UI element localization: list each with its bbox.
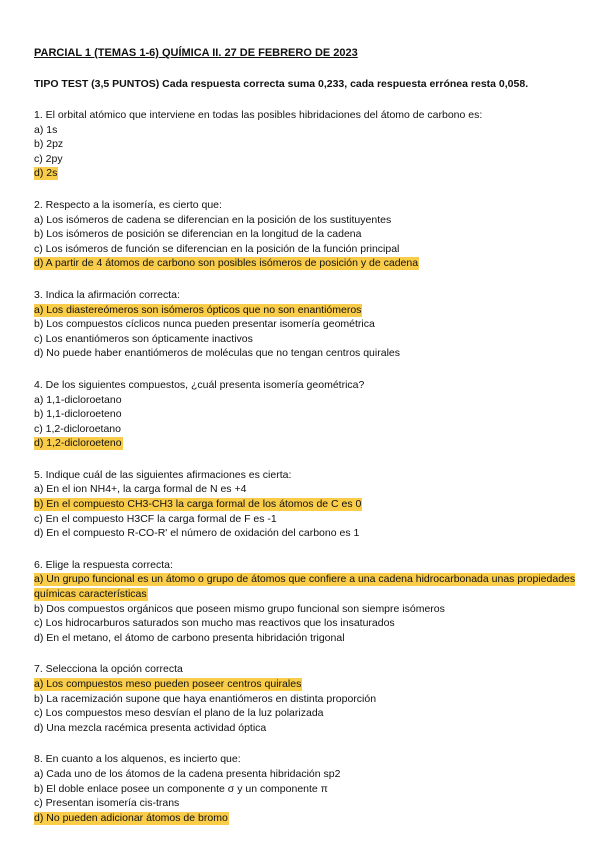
correct-answer-highlight: a) Los compuestos meso pueden poseer centros quirales <box>34 678 302 690</box>
answer-option <box>34 346 579 361</box>
answer-text: b) 2pz <box>34 138 64 151</box>
answer-text: b) Dos compuestos orgánicos que poseen mismo grupo funcional son siempre isómeros <box>34 602 445 615</box>
answer-text: c) Presentan isomería cis-trans <box>34 797 180 810</box>
question-4 <box>34 378 579 451</box>
question-8 <box>34 752 579 825</box>
question-2 <box>34 198 579 271</box>
answer-option <box>34 602 579 617</box>
answer-option <box>34 692 579 707</box>
answer-text: d) No puede haber enantiómeros de moléculas que no tengan centros quirales <box>34 347 400 360</box>
correct-answer-highlight: d) A partir de 4 átomos de carbono son posibles isómeros de posición y de cadena <box>34 257 419 270</box>
exam-title: PARCIAL 1 (TEMAS 1-6) QUÍMICA II. 27 DE FEBRERO DE 2023 <box>34 47 358 59</box>
answer-text: c) 2py <box>34 152 63 165</box>
answer-option <box>34 436 579 451</box>
answer-option <box>34 407 579 422</box>
answer-text: a) 1s <box>34 123 58 136</box>
answer-text: b) El doble enlace posee un componente σ y un componente π <box>34 782 328 795</box>
answer-text: b) Los compuestos cíclicos nunca pueden presentar isomería geométrica <box>34 318 375 331</box>
correct-answer-highlight: d) No pueden adicionar átomos de bromo <box>34 811 228 824</box>
answer-option <box>34 242 579 257</box>
question-5 <box>34 468 579 541</box>
question-3 <box>34 288 579 361</box>
answer-option <box>34 166 579 181</box>
answer-option <box>34 482 579 497</box>
answer-option <box>34 227 579 242</box>
answer-option <box>34 811 579 826</box>
answer-option <box>34 393 579 408</box>
answer-option <box>34 317 579 332</box>
correct-answer-highlight: a) Los diastereómeros son isómeros ópticos que no son enantiómeros <box>34 303 362 316</box>
answer-option <box>34 497 579 512</box>
question-1 <box>34 108 579 181</box>
question-stem: 5. Indique cuál de las siguientes afirmaciones es cierta: <box>34 468 292 481</box>
answer-text: b) La racemización supone que haya enantiómeros en distinta proporción <box>34 692 377 705</box>
answer-text: d) En el metano, el átomo de carbono presenta hibridación trigonal <box>34 631 345 644</box>
question-list <box>34 108 579 825</box>
answer-option <box>34 721 579 736</box>
answer-text: b) 1,1-dicloroeteno <box>34 408 122 421</box>
answer-option <box>34 137 579 152</box>
answer-option <box>34 767 579 782</box>
answer-text: c) Los compuestos meso desvían el plano de la luz polarizada <box>34 707 324 720</box>
answer-option <box>34 152 579 167</box>
correct-answer-highlight: d) 2s <box>34 167 58 180</box>
answer-text: a) 1,1-dicloroetano <box>34 393 122 406</box>
answer-option <box>34 213 579 228</box>
answer-option <box>34 512 579 527</box>
question-stem: 3. Indica la afirmación correcta: <box>34 288 180 301</box>
question-7 <box>34 662 579 735</box>
answer-option <box>34 796 579 811</box>
answer-option <box>34 422 579 437</box>
answer-option <box>34 303 579 318</box>
answer-option <box>34 526 579 541</box>
correct-answer-highlight: a) Un grupo funcional es un átomo o grupo de átomos que confiere a una cadena hidrocarbonada unas propiedades químicas características <box>34 573 576 601</box>
exam-instructions: TIPO TEST (3,5 PUNTOS) Cada respuesta correcta suma 0,233, cada respuesta errónea resta 0,058. <box>34 78 529 90</box>
answer-text: d) Una mezcla racémica presenta actividad óptica <box>34 721 267 734</box>
question-stem: 2. Respecto a la isomería, es cierto que: <box>34 198 222 211</box>
question-stem: 6. Elige la respuesta correcta: <box>34 558 173 571</box>
answer-option <box>34 706 579 721</box>
answer-text: b) Los isómeros de posición se diferencian en la longitud de la cadena <box>34 228 362 241</box>
answer-text: c) 1,2-dicloroetano <box>34 422 121 435</box>
answer-option <box>34 123 579 138</box>
answer-option <box>34 677 579 692</box>
answer-option <box>34 782 579 797</box>
answer-option <box>34 332 579 347</box>
question-stem: 8. En cuanto a los alquenos, es incierto que: <box>34 753 241 766</box>
answer-option <box>34 631 579 646</box>
question-stem: 7. Selecciona la opción correcta <box>34 663 183 676</box>
answer-text: c) En el compuesto H3CF la carga formal de F es -1 <box>34 512 277 525</box>
question-6 <box>34 558 579 646</box>
answer-text: a) Los isómeros de cadena se diferencian en la posición de los sustituyentes <box>34 213 392 226</box>
question-stem: 4. De los siguientes compuestos, ¿cuál presenta isomería geométrica? <box>34 378 365 391</box>
answer-text: a) En el ion NH4+, la carga formal de N es +4 <box>34 483 247 496</box>
correct-answer-highlight: b) En el compuesto CH3-CH3 la carga formal de los átomos de C es 0 <box>34 498 362 511</box>
answer-option <box>34 256 579 271</box>
answer-text: c) Los isómeros de función se diferencian en la posición de la función principal <box>34 242 400 255</box>
exam-page <box>34 46 579 825</box>
answer-text: c) Los hidrocarburos saturados son mucho mas reactivos que los insaturados <box>34 617 395 630</box>
answer-text: a) Cada uno de los átomos de la cadena presenta hibridación sp2 <box>34 767 341 780</box>
answer-text: c) Los enantiómeros son ópticamente inactivos <box>34 332 253 345</box>
answer-option <box>34 616 579 631</box>
correct-answer-highlight: d) 1,2-dicloroeteno <box>34 437 122 450</box>
answer-option <box>34 572 579 601</box>
question-stem: 1. El orbital atómico que interviene en todas las posibles hibridaciones del átomo de carbono es: <box>34 109 483 121</box>
answer-text: d) En el compuesto R-CO-R' el número de oxidación del carbono es 1 <box>34 527 360 540</box>
